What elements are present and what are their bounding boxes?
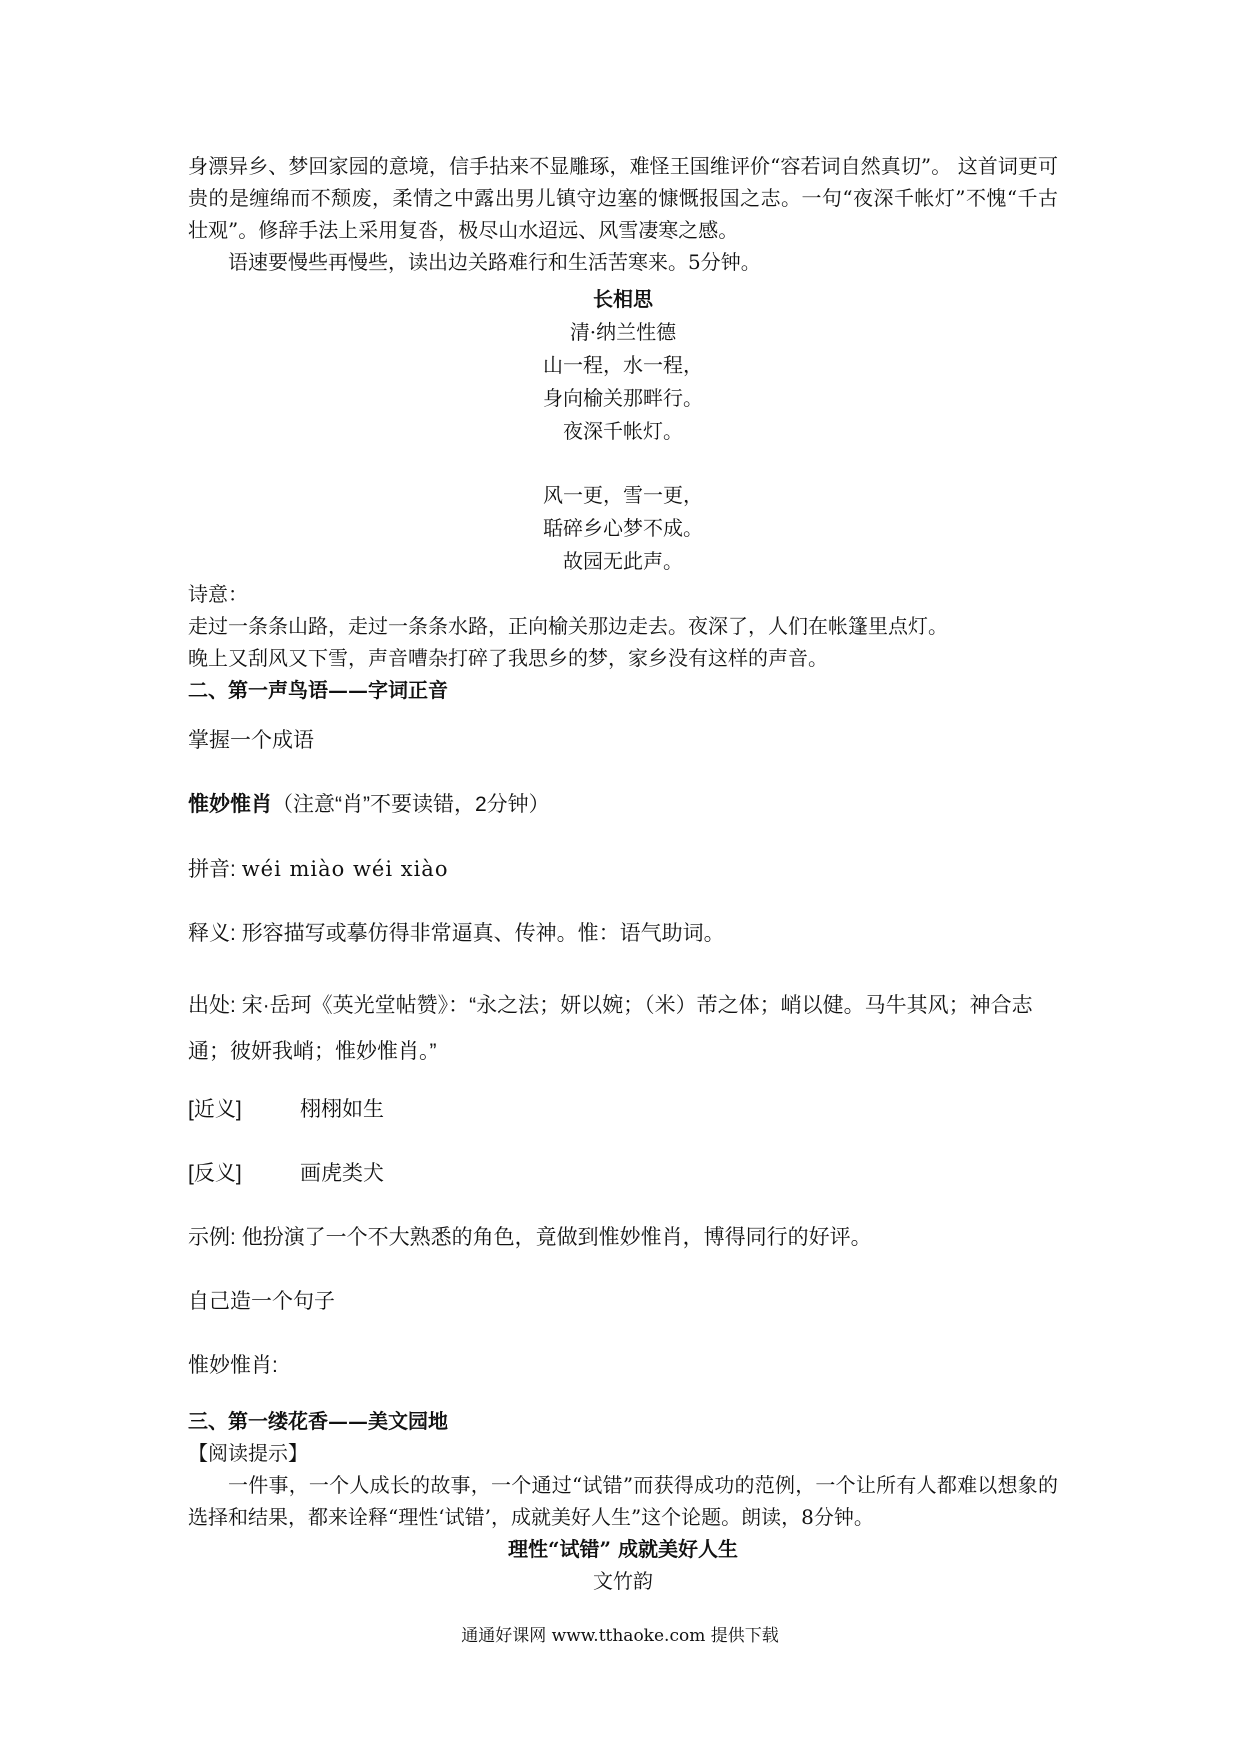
- antonym-label: [反义]: [188, 1162, 242, 1185]
- stanza-gap: [188, 448, 1058, 479]
- example-label: 示例:: [188, 1226, 236, 1249]
- poem-title: 长相思: [593, 287, 653, 311]
- meaning-label: 诗意：: [188, 582, 248, 606]
- definition-value: 形容描写或摹仿得非常逼真、传神。惟：语气助词。: [241, 922, 725, 945]
- poem-author: 清·纳兰性德: [569, 320, 677, 344]
- section-heading: 三、第一缕花香——美文园地: [188, 1409, 448, 1433]
- pinyin-line: [188, 854, 1058, 885]
- sentence-prompt: 惟妙惟肖:: [188, 1354, 278, 1377]
- poem-line: 山一程，水一程，: [543, 353, 703, 377]
- reading-instruction: 语速要慢些再慢些，读出边关路难行和生活苦寒来。5分钟。: [228, 250, 761, 274]
- article-author: 文竹韵: [593, 1569, 653, 1593]
- section-heading: 二、第一声鸟语——字词正音: [188, 678, 448, 702]
- pinyin-value: wéi miào wéi xiào: [241, 857, 449, 881]
- task-line: 掌握一个成语: [188, 729, 314, 752]
- poem-line: 身向榆关那畔行。: [543, 386, 703, 410]
- poem-line: 故园无此声。: [563, 549, 683, 573]
- definition-line: [188, 919, 1058, 949]
- meaning-line: 晚上又刮风又下雪，声音嘈杂打碎了我思乡的梦，家乡没有这样的声音。: [188, 646, 828, 670]
- poem-line: 聒碎乡心梦不成。: [543, 516, 703, 540]
- antonym-line: [188, 1159, 1058, 1189]
- synonym-value: 栩栩如生: [300, 1098, 384, 1121]
- reading-tip: 一件事，一个人成长的故事，一个通过“试错”而获得成功的范例，一个让所有人都难以想象的选择和结果，都来诠释“理性‘试错’，成就美好人生”这个论题。朗读，8分钟。: [188, 1473, 1058, 1529]
- example-line: [188, 1223, 1058, 1253]
- source-label: 出处:: [188, 994, 236, 1017]
- definition-label: 释义:: [188, 922, 236, 945]
- reading-tip-label: 【阅读提示】: [188, 1441, 308, 1465]
- idiom-word: 惟妙惟肖: [188, 793, 272, 816]
- pinyin-label: 拼音:: [188, 858, 236, 881]
- synonym-label: [近义]: [188, 1098, 242, 1121]
- make-sentence-line: 自己造一个句子: [188, 1290, 335, 1313]
- poem-line: 夜深千帐灯。: [563, 419, 683, 443]
- idiom-line: [188, 790, 1058, 820]
- source-line: [188, 983, 1058, 1075]
- example-value: 他扮演了一个不大熟悉的角色，竟做到惟妙惟肖，博得同行的好评。: [241, 1226, 872, 1249]
- idiom-note: （注意“肖”不要读错，2分钟）: [272, 793, 550, 816]
- meaning-line: 走过一条条山路，走过一条条水路，正向榆关那边走去。夜深了，人们在帐篷里点灯。: [188, 614, 948, 638]
- article-title: 理性“试错” 成就美好人生: [508, 1537, 738, 1561]
- source-value: 宋·岳珂《英光堂帖赞》：“永之法；妍以婉；（米）芾之体；峭以健。马牛其风；神合志通；彼妍我峭；惟妙惟肖。”: [188, 994, 1033, 1063]
- page-content: [188, 150, 1058, 1597]
- poem-line: 风一更，雪一更，: [543, 483, 703, 507]
- synonym-line: [188, 1095, 1058, 1125]
- antonym-value: 画虎类犬: [300, 1162, 384, 1185]
- intro-paragraph: 身漂异乡、梦回家园的意境，信手拈来不显雕琢，难怪王国维评价“容若词自然真切”。 这首词更可贵的是缠绵而不颓废，柔情之中露出男儿镇守边塞的慷慨报国之志。一句“夜深千帐灯”不愧“千古壮观”。修辞手法上采用复沓，极尽山水迢远、风雪凄寒之感。: [188, 154, 1058, 242]
- page-footer: 通通好课网 www.tthaoke.com 提供下载: [461, 1626, 779, 1646]
